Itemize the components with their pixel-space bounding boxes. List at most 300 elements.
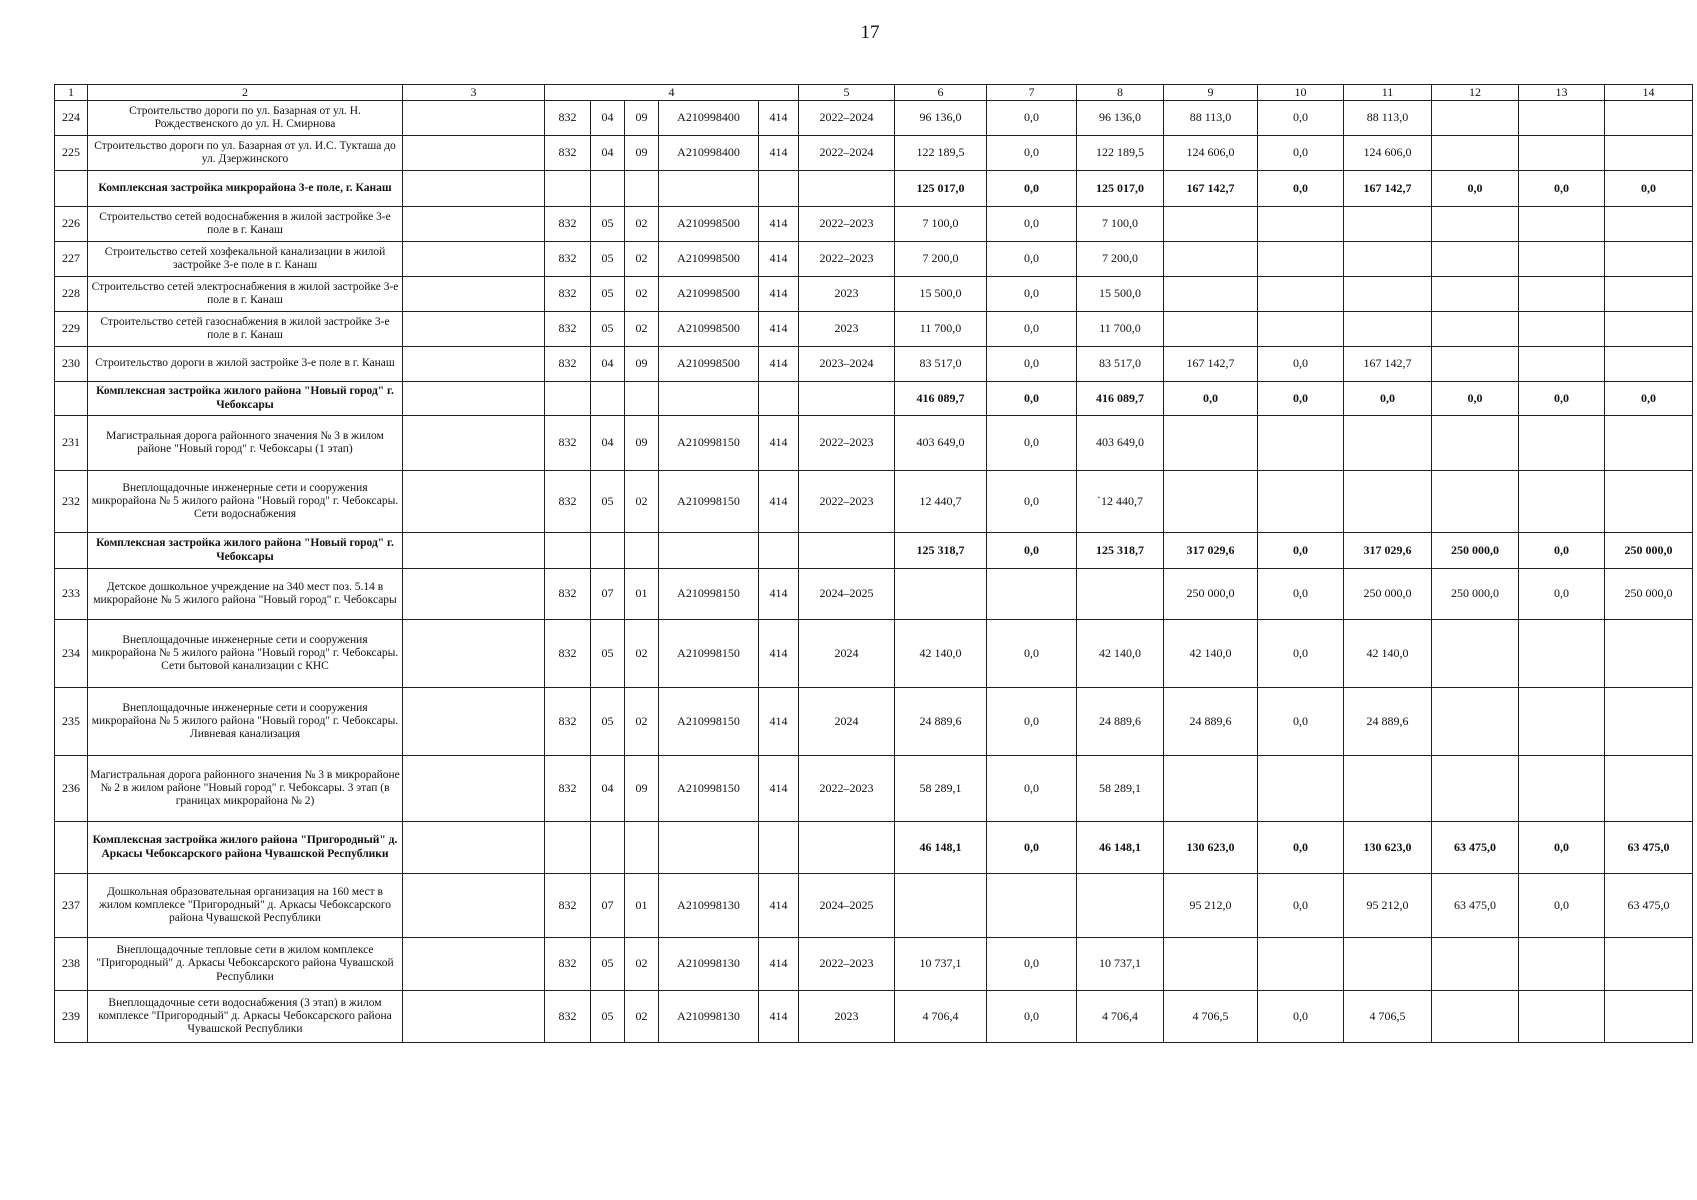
value-cell: 95 212,0 xyxy=(1164,874,1258,938)
code-section: 05 xyxy=(591,242,625,277)
value-cell xyxy=(1432,416,1519,471)
code-expense-type: 414 xyxy=(759,756,799,822)
value-cell xyxy=(1432,242,1519,277)
code-expense-type: 414 xyxy=(759,688,799,756)
item-name: Внеплощадочные тепловые сети в жилом комплексе "Пригородный" д. Аркасы Чебоксарского района Чувашской Республики xyxy=(88,938,403,991)
code-section xyxy=(591,822,625,874)
code-subsection: 09 xyxy=(625,136,659,171)
row-number: 228 xyxy=(55,277,88,312)
code-target: A210998400 xyxy=(659,101,759,136)
value-cell: 0,0 xyxy=(987,136,1077,171)
code-subsection: 02 xyxy=(625,471,659,533)
column-header: 6 xyxy=(895,85,987,101)
item-name: Строительство сетей электроснабжения в жилой застройке 3-е поле в г. Канаш xyxy=(88,277,403,312)
column-header: 1 xyxy=(55,85,88,101)
code-section: 05 xyxy=(591,312,625,347)
code-ministry: 832 xyxy=(545,207,591,242)
code-ministry: 832 xyxy=(545,242,591,277)
value-cell: 403 649,0 xyxy=(895,416,987,471)
value-cell: 0,0 xyxy=(987,991,1077,1043)
value-cell: 7 200,0 xyxy=(895,242,987,277)
code-subsection: 09 xyxy=(625,101,659,136)
code-target: A210998500 xyxy=(659,242,759,277)
code-subsection xyxy=(625,533,659,569)
value-cell: 0,0 xyxy=(987,242,1077,277)
code-ministry: 832 xyxy=(545,938,591,991)
value-cell: 0,0 xyxy=(1605,382,1693,416)
value-cell xyxy=(1344,242,1432,277)
item-name: Комплексная застройка жилого района "Новый город" г. Чебоксары xyxy=(88,533,403,569)
value-cell xyxy=(1519,136,1605,171)
value-cell xyxy=(1432,136,1519,171)
code-subsection: 02 xyxy=(625,312,659,347)
code-section: 05 xyxy=(591,938,625,991)
value-cell xyxy=(1605,207,1693,242)
value-cell: 416 089,7 xyxy=(1077,382,1164,416)
code-target: A210998150 xyxy=(659,756,759,822)
value-cell: 0,0 xyxy=(1432,171,1519,207)
row-number: 234 xyxy=(55,620,88,688)
value-cell: 58 289,1 xyxy=(1077,756,1164,822)
column-3-cell xyxy=(403,569,545,620)
value-cell xyxy=(1432,688,1519,756)
item-name: Детское дошкольное учреждение на 340 мест поз. 5.14 в микрорайоне № 5 жилого района "Новый город" г. Чебоксары xyxy=(88,569,403,620)
value-cell: 130 623,0 xyxy=(1164,822,1258,874)
value-cell: 24 889,6 xyxy=(1077,688,1164,756)
value-cell: 15 500,0 xyxy=(895,277,987,312)
table-body xyxy=(55,85,1693,1043)
budget-table xyxy=(54,84,1693,1043)
column-header: 13 xyxy=(1519,85,1605,101)
value-cell: 4 706,5 xyxy=(1344,991,1432,1043)
code-subsection: 02 xyxy=(625,207,659,242)
code-expense-type: 414 xyxy=(759,938,799,991)
value-cell xyxy=(1258,756,1344,822)
code-ministry: 832 xyxy=(545,756,591,822)
value-cell xyxy=(1432,991,1519,1043)
code-section: 04 xyxy=(591,756,625,822)
value-cell xyxy=(1519,688,1605,756)
value-cell: 416 089,7 xyxy=(895,382,987,416)
table-row xyxy=(55,242,1693,277)
period-cell: 2024 xyxy=(799,688,895,756)
table-row xyxy=(55,101,1693,136)
value-cell: 125 017,0 xyxy=(895,171,987,207)
value-cell xyxy=(1258,277,1344,312)
value-cell: 317 029,6 xyxy=(1164,533,1258,569)
value-cell: 7 100,0 xyxy=(895,207,987,242)
table-row xyxy=(55,620,1693,688)
period-cell: 2023 xyxy=(799,277,895,312)
value-cell: 63 475,0 xyxy=(1432,874,1519,938)
value-cell xyxy=(1605,756,1693,822)
value-cell xyxy=(1605,136,1693,171)
code-target xyxy=(659,822,759,874)
code-target xyxy=(659,171,759,207)
row-number xyxy=(55,533,88,569)
value-cell xyxy=(1344,312,1432,347)
value-cell xyxy=(1432,620,1519,688)
item-name: Комплексная застройка жилого района "Пригородный" д. Аркасы Чебоксарского района Чувашской Республики xyxy=(88,822,403,874)
code-section: 07 xyxy=(591,874,625,938)
value-cell: 0,0 xyxy=(987,347,1077,382)
code-target: A210998130 xyxy=(659,874,759,938)
value-cell: 250 000,0 xyxy=(1605,569,1693,620)
value-cell: 63 475,0 xyxy=(1605,822,1693,874)
value-cell xyxy=(1519,938,1605,991)
value-cell: 42 140,0 xyxy=(895,620,987,688)
value-cell xyxy=(1519,312,1605,347)
value-cell xyxy=(1605,312,1693,347)
value-cell: 4 706,5 xyxy=(1164,991,1258,1043)
column-3-cell xyxy=(403,382,545,416)
code-target: A210998150 xyxy=(659,569,759,620)
table-row xyxy=(55,347,1693,382)
row-number: 229 xyxy=(55,312,88,347)
value-cell xyxy=(1164,312,1258,347)
code-section: 07 xyxy=(591,569,625,620)
value-cell: 122 189,5 xyxy=(895,136,987,171)
value-cell xyxy=(1605,101,1693,136)
table-row xyxy=(55,312,1693,347)
value-cell xyxy=(1605,938,1693,991)
item-name: Дошкольная образовательная организация на 160 мест в жилом комплексе "Пригородный" д. Аркасы Чебоксарского района Чувашской Республики xyxy=(88,874,403,938)
row-number: 231 xyxy=(55,416,88,471)
code-section: 04 xyxy=(591,347,625,382)
value-cell xyxy=(1605,688,1693,756)
code-target: A210998130 xyxy=(659,938,759,991)
column-3-cell xyxy=(403,471,545,533)
value-cell xyxy=(1344,416,1432,471)
value-cell: 12 440,7 xyxy=(895,471,987,533)
value-cell: 0,0 xyxy=(1164,382,1258,416)
value-cell: 0,0 xyxy=(1258,533,1344,569)
row-number: 226 xyxy=(55,207,88,242)
value-cell: 96 136,0 xyxy=(1077,101,1164,136)
value-cell xyxy=(1344,277,1432,312)
code-target xyxy=(659,533,759,569)
item-name: Магистральная дорога районного значения № 3 в жилом районе "Новый город" г. Чебоксары (1 этап) xyxy=(88,416,403,471)
value-cell xyxy=(1258,242,1344,277)
item-name: Магистральная дорога районного значения № 3 в микрорайоне № 2 в жилом районе "Новый город" г. Чебоксары. 3 этап (в границах микрорайона № 2) xyxy=(88,756,403,822)
value-cell: 63 475,0 xyxy=(1432,822,1519,874)
value-cell xyxy=(1432,207,1519,242)
table-row xyxy=(55,471,1693,533)
item-name: Внеплощадочные сети водоснабжения (3 этап) в жилом комплексе "Пригородный" д. Аркасы Чебоксарского района Чувашской Республики xyxy=(88,991,403,1043)
row-number: 227 xyxy=(55,242,88,277)
value-cell: `12 440,7 xyxy=(1077,471,1164,533)
value-cell xyxy=(1077,569,1164,620)
column-header: 7 xyxy=(987,85,1077,101)
value-cell xyxy=(1605,620,1693,688)
value-cell xyxy=(1432,101,1519,136)
row-number: 237 xyxy=(55,874,88,938)
value-cell xyxy=(1519,991,1605,1043)
value-cell: 0,0 xyxy=(1605,171,1693,207)
value-cell: 46 148,1 xyxy=(1077,822,1164,874)
value-cell xyxy=(1605,471,1693,533)
code-section: 05 xyxy=(591,620,625,688)
table-row xyxy=(55,277,1693,312)
value-cell: 403 649,0 xyxy=(1077,416,1164,471)
item-name: Внеплощадочные инженерные сети и сооружения микрорайона № 5 жилого района "Новый город" г. Чебоксары. Сети водоснабжения xyxy=(88,471,403,533)
code-section: 05 xyxy=(591,688,625,756)
value-cell: 167 142,7 xyxy=(1164,347,1258,382)
period-cell: 2022–2023 xyxy=(799,207,895,242)
column-3-cell xyxy=(403,620,545,688)
value-cell xyxy=(1164,242,1258,277)
value-cell: 0,0 xyxy=(987,277,1077,312)
code-subsection: 02 xyxy=(625,991,659,1043)
item-name: Строительство дороги в жилой застройке 3-е поле в г. Канаш xyxy=(88,347,403,382)
period-cell: 2023 xyxy=(799,991,895,1043)
value-cell xyxy=(1605,416,1693,471)
column-3-cell xyxy=(403,756,545,822)
code-ministry: 832 xyxy=(545,312,591,347)
period-cell: 2022–2024 xyxy=(799,101,895,136)
value-cell: 167 142,7 xyxy=(1344,347,1432,382)
period-cell xyxy=(799,382,895,416)
code-expense-type: 414 xyxy=(759,347,799,382)
value-cell: 0,0 xyxy=(1344,382,1432,416)
value-cell: 0,0 xyxy=(1519,533,1605,569)
value-cell: 10 737,1 xyxy=(1077,938,1164,991)
period-cell: 2022–2023 xyxy=(799,471,895,533)
code-expense-type: 414 xyxy=(759,569,799,620)
row-number xyxy=(55,382,88,416)
value-cell: 0,0 xyxy=(1258,569,1344,620)
code-subsection xyxy=(625,382,659,416)
value-cell: 124 606,0 xyxy=(1164,136,1258,171)
page-number: 17 xyxy=(860,22,880,43)
value-cell: 0,0 xyxy=(1519,822,1605,874)
code-subsection: 02 xyxy=(625,620,659,688)
item-name: Внеплощадочные инженерные сети и сооружения микрорайона № 5 жилого района "Новый город" г. Чебоксары. Сети бытовой канализации с КНС xyxy=(88,620,403,688)
column-3-cell xyxy=(403,416,545,471)
value-cell: 0,0 xyxy=(1432,382,1519,416)
value-cell: 10 737,1 xyxy=(895,938,987,991)
value-cell: 124 606,0 xyxy=(1344,136,1432,171)
column-3-cell xyxy=(403,101,545,136)
value-cell xyxy=(1164,938,1258,991)
code-expense-type xyxy=(759,822,799,874)
code-target: A210998150 xyxy=(659,416,759,471)
value-cell xyxy=(1432,347,1519,382)
value-cell: 0,0 xyxy=(1258,171,1344,207)
value-cell: 125 318,7 xyxy=(1077,533,1164,569)
value-cell: 0,0 xyxy=(987,382,1077,416)
value-cell: 83 517,0 xyxy=(1077,347,1164,382)
item-name: Строительство сетей водоснабжения в жилой застройке 3-е поле в г. Канаш xyxy=(88,207,403,242)
column-header: 12 xyxy=(1432,85,1519,101)
value-cell xyxy=(1344,207,1432,242)
table-row xyxy=(55,416,1693,471)
value-cell: 0,0 xyxy=(987,938,1077,991)
value-cell: 0,0 xyxy=(1258,688,1344,756)
code-subsection: 02 xyxy=(625,242,659,277)
code-ministry: 832 xyxy=(545,136,591,171)
value-cell xyxy=(1519,101,1605,136)
period-cell: 2022–2023 xyxy=(799,416,895,471)
value-cell xyxy=(1164,471,1258,533)
code-expense-type: 414 xyxy=(759,136,799,171)
value-cell xyxy=(1432,312,1519,347)
column-3-cell xyxy=(403,207,545,242)
code-ministry: 832 xyxy=(545,101,591,136)
row-number: 232 xyxy=(55,471,88,533)
code-expense-type: 414 xyxy=(759,620,799,688)
code-subsection: 02 xyxy=(625,688,659,756)
column-3-cell xyxy=(403,136,545,171)
value-cell: 0,0 xyxy=(987,207,1077,242)
code-expense-type: 414 xyxy=(759,874,799,938)
value-cell xyxy=(1258,207,1344,242)
value-cell xyxy=(1605,991,1693,1043)
value-cell: 0,0 xyxy=(987,312,1077,347)
value-cell xyxy=(1432,938,1519,991)
value-cell xyxy=(1519,242,1605,277)
code-target: A210998150 xyxy=(659,471,759,533)
item-name: Комплексная застройка жилого района "Новый город" г. Чебоксары xyxy=(88,382,403,416)
code-section: 04 xyxy=(591,136,625,171)
value-cell xyxy=(1344,756,1432,822)
value-cell xyxy=(1605,347,1693,382)
value-cell xyxy=(1519,277,1605,312)
table-row xyxy=(55,688,1693,756)
code-ministry xyxy=(545,533,591,569)
row-number: 225 xyxy=(55,136,88,171)
code-ministry xyxy=(545,822,591,874)
value-cell: 0,0 xyxy=(987,822,1077,874)
value-cell: 0,0 xyxy=(1519,569,1605,620)
table-row xyxy=(55,756,1693,822)
value-cell xyxy=(1432,277,1519,312)
column-header: 3 xyxy=(403,85,545,101)
value-cell xyxy=(1519,756,1605,822)
column-header: 2 xyxy=(88,85,403,101)
row-number xyxy=(55,822,88,874)
period-cell: 2024–2025 xyxy=(799,874,895,938)
code-ministry xyxy=(545,171,591,207)
period-cell: 2022–2023 xyxy=(799,756,895,822)
value-cell xyxy=(1519,416,1605,471)
code-target: A210998500 xyxy=(659,277,759,312)
code-ministry: 832 xyxy=(545,471,591,533)
value-cell: 167 142,7 xyxy=(1344,171,1432,207)
code-ministry: 832 xyxy=(545,874,591,938)
value-cell xyxy=(1519,471,1605,533)
row-number: 239 xyxy=(55,991,88,1043)
code-ministry: 832 xyxy=(545,688,591,756)
code-section xyxy=(591,382,625,416)
value-cell: 0,0 xyxy=(1258,347,1344,382)
row-number: 235 xyxy=(55,688,88,756)
table-row xyxy=(55,991,1693,1043)
column-3-cell xyxy=(403,688,545,756)
code-expense-type xyxy=(759,171,799,207)
code-expense-type: 414 xyxy=(759,312,799,347)
row-number: 233 xyxy=(55,569,88,620)
code-subsection xyxy=(625,171,659,207)
column-3-cell xyxy=(403,874,545,938)
value-cell: 0,0 xyxy=(1258,101,1344,136)
value-cell xyxy=(1605,277,1693,312)
period-cell xyxy=(799,533,895,569)
value-cell: 167 142,7 xyxy=(1164,171,1258,207)
column-header: 4 xyxy=(545,85,799,101)
value-cell xyxy=(1164,416,1258,471)
value-cell: 250 000,0 xyxy=(1344,569,1432,620)
code-expense-type: 414 xyxy=(759,991,799,1043)
value-cell xyxy=(987,874,1077,938)
code-subsection: 01 xyxy=(625,874,659,938)
value-cell xyxy=(1164,756,1258,822)
code-target: A210998150 xyxy=(659,688,759,756)
code-section xyxy=(591,533,625,569)
value-cell xyxy=(1164,277,1258,312)
code-target: A210998150 xyxy=(659,620,759,688)
group-row xyxy=(55,382,1693,416)
value-cell xyxy=(1344,938,1432,991)
value-cell xyxy=(1519,347,1605,382)
row-number: 224 xyxy=(55,101,88,136)
code-subsection: 01 xyxy=(625,569,659,620)
value-cell xyxy=(895,874,987,938)
code-ministry: 832 xyxy=(545,991,591,1043)
value-cell: 250 000,0 xyxy=(1432,533,1519,569)
value-cell xyxy=(1432,756,1519,822)
value-cell: 0,0 xyxy=(987,416,1077,471)
value-cell: 0,0 xyxy=(987,533,1077,569)
value-cell xyxy=(895,569,987,620)
code-target: A210998400 xyxy=(659,136,759,171)
value-cell: 88 113,0 xyxy=(1164,101,1258,136)
value-cell xyxy=(1258,416,1344,471)
code-expense-type: 414 xyxy=(759,471,799,533)
value-cell: 42 140,0 xyxy=(1077,620,1164,688)
code-target: A210998500 xyxy=(659,347,759,382)
column-header: 11 xyxy=(1344,85,1432,101)
period-cell: 2023–2024 xyxy=(799,347,895,382)
code-section: 05 xyxy=(591,991,625,1043)
code-target: A210998130 xyxy=(659,991,759,1043)
group-row xyxy=(55,533,1693,569)
value-cell: 24 889,6 xyxy=(1164,688,1258,756)
column-number-row xyxy=(55,85,1693,101)
value-cell: 7 200,0 xyxy=(1077,242,1164,277)
value-cell xyxy=(987,569,1077,620)
value-cell: 0,0 xyxy=(987,101,1077,136)
code-subsection xyxy=(625,822,659,874)
period-cell xyxy=(799,171,895,207)
value-cell: 0,0 xyxy=(1258,874,1344,938)
code-subsection: 09 xyxy=(625,347,659,382)
item-name: Комплексная застройка микрорайона 3-е поле, г. Канаш xyxy=(88,171,403,207)
column-3-cell xyxy=(403,312,545,347)
value-cell: 0,0 xyxy=(1258,382,1344,416)
code-expense-type: 414 xyxy=(759,277,799,312)
value-cell xyxy=(1605,242,1693,277)
code-subsection: 02 xyxy=(625,938,659,991)
value-cell: 0,0 xyxy=(1519,874,1605,938)
group-row xyxy=(55,171,1693,207)
code-expense-type xyxy=(759,382,799,416)
value-cell: 125 318,7 xyxy=(895,533,987,569)
code-expense-type: 414 xyxy=(759,242,799,277)
value-cell xyxy=(1258,312,1344,347)
column-3-cell xyxy=(403,991,545,1043)
value-cell: 15 500,0 xyxy=(1077,277,1164,312)
